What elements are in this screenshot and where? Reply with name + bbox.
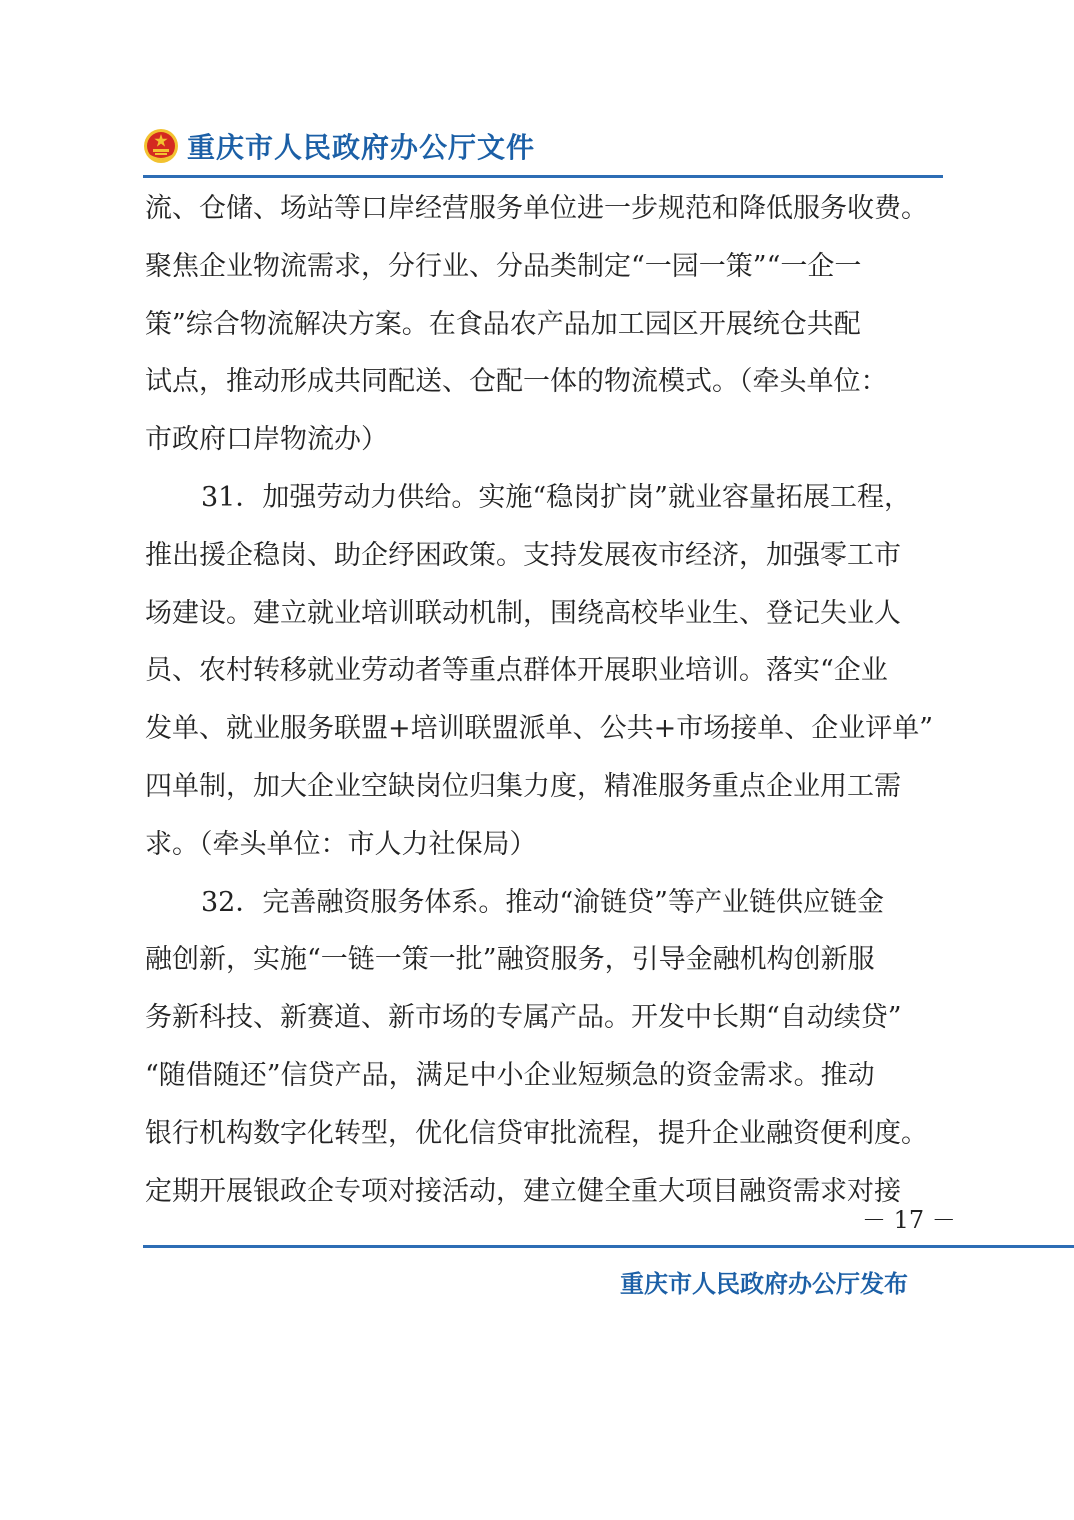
body-line: 银行机构数字化转型，优化信贷审批流程，提升企业融资便利度。 (145, 1117, 928, 1149)
body-line: 求。（牵头单位：市人力社保局） (145, 828, 537, 860)
body-line: 场建设。建立就业培训联动机制，围绕高校毕业生、登记失业人 (145, 597, 901, 629)
body-line: 推出援企稳岗、助企纾困政策。支持发展夜市经济，加强零工市 (145, 539, 901, 571)
national-emblem-icon (143, 128, 179, 164)
document-header (143, 122, 535, 170)
body-line: 策”综合物流解决方案。在食品农产品加工园区开展统仓共配 (145, 308, 861, 340)
paragraph-32-heading-line: 32．完善融资服务体系。推动“渝链贷”等产业链供应链金 (201, 886, 884, 918)
footer-divider (143, 1245, 1074, 1248)
footer-publisher: 重庆市人民政府办公厅发布 (620, 1270, 908, 1298)
body-line: 试点，推动形成共同配送、仓配一体的物流模式。（牵头单位： (145, 366, 888, 398)
header-title: 重庆市人民政府办公厅文件 (187, 131, 536, 164)
header-divider (143, 175, 943, 178)
body-line: 定期开展银政企专项对接活动，建立健全重大项目融资需求对接 (145, 1175, 901, 1207)
body-line: “随借随还”信贷产品，满足中小企业短频急的资金需求。推动 (145, 1059, 875, 1091)
body-line: 员、农村转移就业劳动者等重点群体开展职业培训。落实“企业 (145, 655, 888, 687)
body-line: 四单制，加大企业空缺岗位归集力度，精准服务重点企业用工需 (145, 770, 901, 802)
paragraph-31-heading-line: 31．加强劳动力供给。实施“稳岗扩岗”就业容量拓展工程， (201, 481, 911, 513)
document-body (145, 180, 940, 1220)
page-number: － 17 － (862, 1206, 956, 1234)
body-line: 务新科技、新赛道、新市场的专属产品。开发中长期“自动续贷” (145, 1002, 902, 1034)
body-line: 流、仓储、场站等口岸经营服务单位进一步规范和降低服务收费。 (145, 193, 928, 224)
body-line: 聚焦企业物流需求，分行业、分品类制定“一园一策”“一企一 (145, 250, 862, 282)
body-line: 市政府口岸物流办） (145, 424, 388, 456)
body-line: 发单、就业服务联盟+培训联盟派单、公共+市场接单、企业评单” (145, 713, 934, 745)
body-line: 融创新，实施“一链一策一批”融资服务，引导金融机构创新服 (145, 944, 875, 976)
